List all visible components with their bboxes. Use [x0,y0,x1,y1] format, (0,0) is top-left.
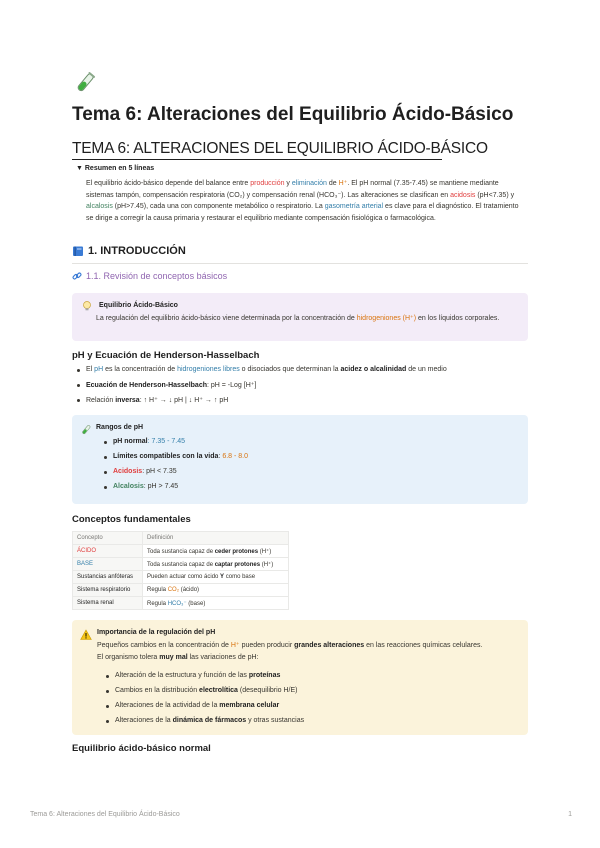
table-cell: Toda sustancia capaz de ceder protones (H⁺) [143,545,289,558]
conceptos-heading: Conceptos fundamentales [72,514,191,525]
callout-importancia [72,620,528,735]
subsection-heading: 1.1. Revisión de conceptos básicos [72,271,227,281]
table-cell: Regula CO₂ (ácido) [143,584,289,597]
table-row [73,597,289,610]
table-cell: BASE [73,558,143,571]
section-divider [72,263,528,264]
rangos-list [103,438,248,498]
list-item: Relación inversa: ↑ H⁺ → ↓ pH | ↓ H⁺ → ↑ pH [76,396,447,411]
document-title: Tema 6: Alteraciones del Equilibrio Ácido-Básico [72,104,514,125]
lightbulb-icon [81,300,93,312]
callout-title: Equilibrio Ácido-Básico [99,302,178,309]
test-tube-icon [80,424,92,436]
callout-title: Importancia de la regulación del pH [97,629,216,636]
table-cell: Toda sustancia capaz de captar protones (H⁺) [143,558,289,571]
table-cell: ÁCIDO [73,545,143,558]
equilibrio-normal-heading: Equilibrio ácido-básico normal [72,743,211,754]
list-item: Alteraciones de la actividad de la membrana celular [105,702,304,717]
table-header-row [73,532,289,545]
list-item: Cambios en la distribución electrolítica (desequilibrio H/E) [105,687,304,702]
list-item: Acidosis: pH < 7.35 [103,468,248,483]
table-cell: Sistema respiratorio [73,584,143,597]
table-row [73,584,289,597]
summary-paragraph: El equilibrio ácido-básico depende del balance entre producción y eliminación de H⁺. El pH normal (7.35-7.45) se mantiene mediante sistemas tampón, compensación respiratoria (CO₂) y compensación renal (HCO₃⁻). Las alteraciones se clasifican en acidosis (pH<7.35) y alcalosis (pH>7.45), cada una con componente metabólico o respiratorio. La gasometría arterial es clave para el diagnóstico. El tratamiento se dirige a corregir la causa primaria y restaurar el equilibrio mediante compensación fisiológica o farmacológica. [86,180,519,222]
table-cell: Pueden actuar como ácido Y como base [143,571,289,584]
link-icon [72,271,82,281]
list-item: Ecuación de Henderson-Hasselbach: pH = -Log [H⁺] [76,381,447,396]
ph-bullet-list [76,366,447,411]
footer-title: Tema 6: Alteraciones del Equilibrio Ácido-Básico [30,811,180,818]
book-icon [72,245,84,257]
list-item: Alcalosis: pH > 7.45 [103,483,248,498]
table-cell: Sistema renal [73,597,143,610]
table-cell: Sustancias anfóteras [73,571,143,584]
importancia-list [105,672,304,732]
list-item: pH normal: 7.35 - 7.45 [103,438,248,453]
table-header: Concepto [73,532,143,545]
table-row [73,571,289,584]
table-cell: Regula HCO₃⁻ (base) [143,597,289,610]
list-item: Alteraciones de la dinámica de fármacos y otras sustancias [105,717,304,732]
callout-rangos [72,415,528,504]
test-tube-icon [72,70,98,96]
summary-toggle[interactable]: ▼ Resumen en 5 líneas [76,165,155,172]
callout-text: La regulación del equilibrio ácido-básico viene determinada por la concentración de hidrogeniones (H⁺) en los líquidos corporales. [96,315,500,322]
table-header: Definición [143,532,289,545]
warning-icon [80,629,92,641]
callout-title: Rangos de pH [96,424,144,431]
list-item: Alteración de la estructura y función de las proteínas [105,672,304,687]
conceptos-table [72,531,289,610]
main-heading: TEMA 6: ALTERACIONES DEL EQUILIBRIO ÁCIDO-BÁSICO [72,140,488,157]
callout-text: Pequeños cambios en la concentración de H⁺ pueden producir grandes alteraciones en las reacciones químicas celulares. El organismo tolera muy mal las variaciones de pH: [97,642,483,661]
list-item: Límites compatibles con la vida: 6.8 - 8.0 [103,453,248,468]
table-row [73,558,289,571]
callout-equilibrio [72,293,528,341]
heading-underline [72,159,442,160]
ph-heading: pH y Ecuación de Henderson-Hasselbach [72,350,260,361]
section-heading-introduccion: 1. INTRODUCCIÓN [72,245,186,257]
list-item: El pH es la concentración de hidrogeniones libres o disociados que determinan la acidez o alcalinidad de un medio [76,366,447,381]
page-number: 1 [568,811,572,818]
table-row [73,545,289,558]
